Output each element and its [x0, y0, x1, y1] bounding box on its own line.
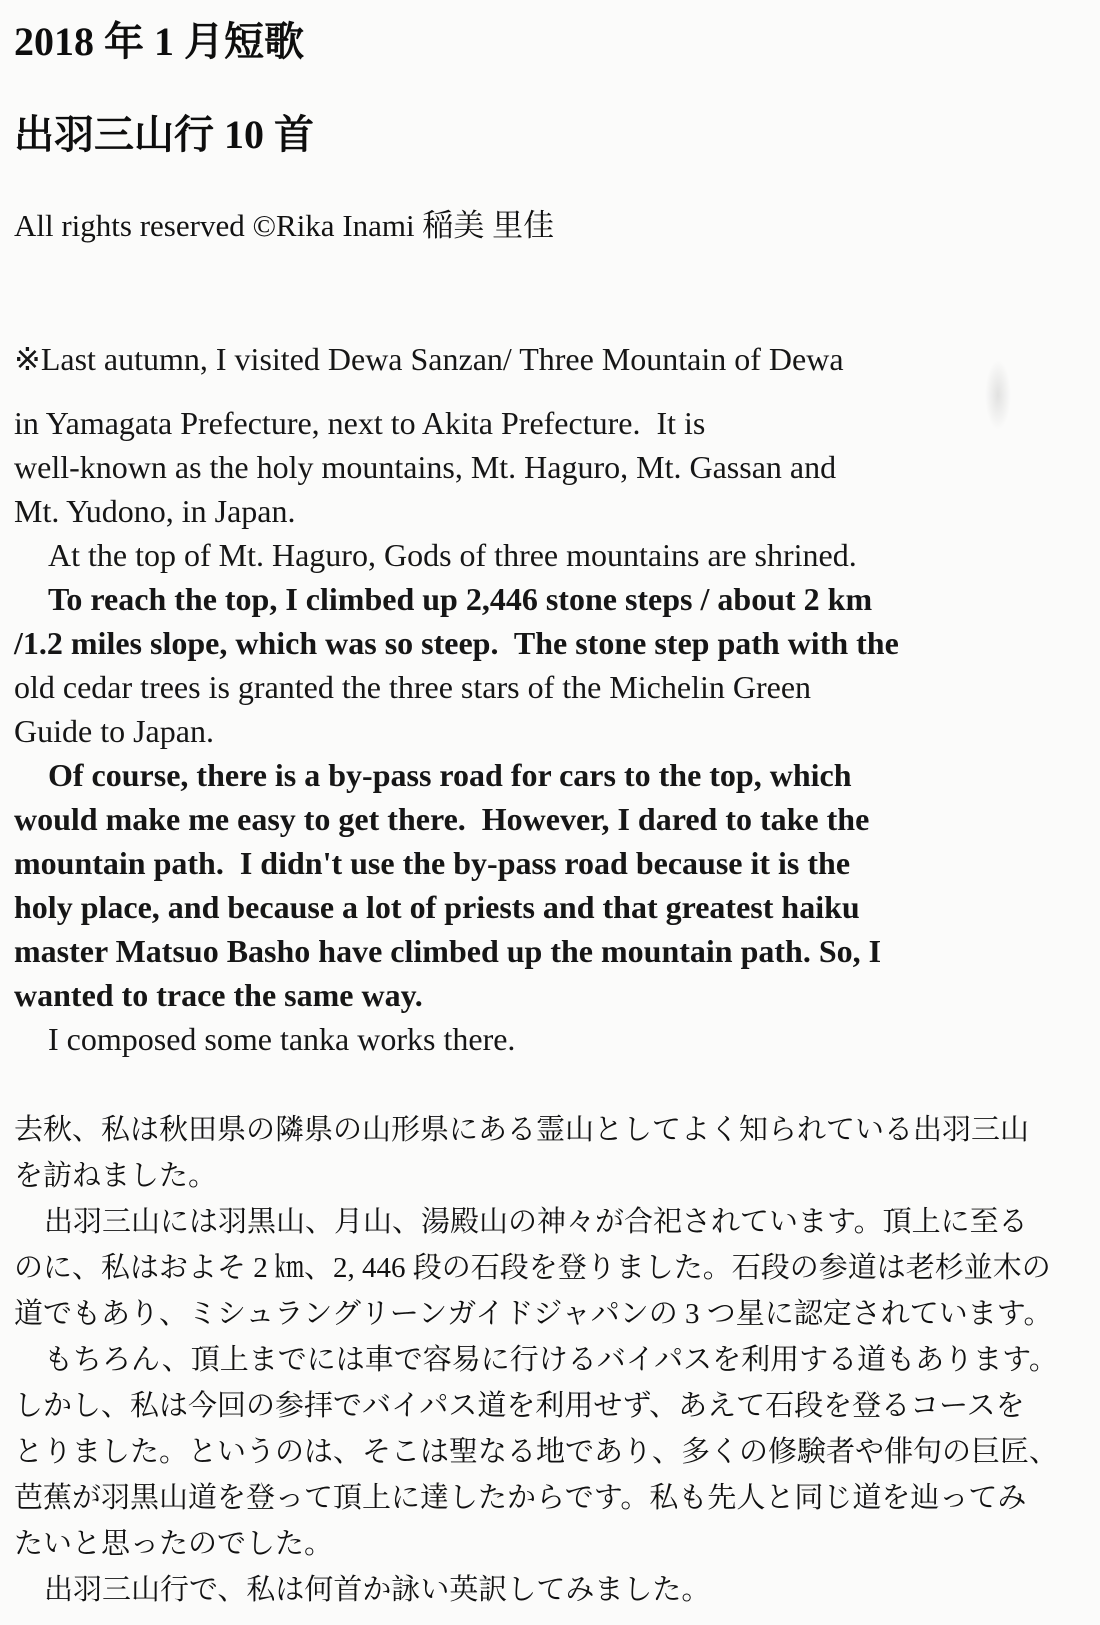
- text-line: old cedar trees is granted the three stars of the Michelin Green: [14, 669, 812, 705]
- copyright-line: All rights reserved ©Rika Inami 稲美 里佳: [14, 208, 555, 243]
- text-line: しかし、私は今回の参拝でバイパス道を利用せず、あえて石段を登るコースを: [14, 1390, 1025, 1422]
- japanese-intro: [14, 1107, 1078, 1613]
- text-line: I composed some tanka works there.: [48, 1021, 516, 1057]
- text-line: Mt. Yudono, in Japan.: [14, 493, 296, 529]
- text-line: 出羽三山には羽黒山、月山、湯殿山の神々が合祀されています。頂上に至る: [44, 1206, 1028, 1238]
- text-line: wanted to trace the same way.: [14, 977, 423, 1013]
- text-line: At the top of Mt. Haguro, Gods of three mountains are shrined.: [48, 537, 857, 573]
- text-line: もちろん、頂上までには車で容易に行けるバイパスを利用する道もあります。: [44, 1344, 1058, 1376]
- text-line: Of course, there is a by-pass road for cars to the top, which: [48, 757, 852, 793]
- text-line: を訪ねました。: [14, 1160, 218, 1192]
- page-title: 2018 年 1 月短歌: [14, 19, 304, 64]
- text-line: master Matsuo Basho have climbed up the mountain path. So, I: [14, 933, 882, 969]
- text-line: well-known as the holy mountains, Mt. Haguro, Mt. Gassan and: [14, 449, 837, 485]
- series-title: 出羽三山行 10 首: [14, 112, 314, 157]
- text-line: Guide to Japan.: [14, 713, 214, 749]
- text-line: would make me easy to get there. However, I dared to take the: [14, 801, 870, 837]
- text-line: たいと思ったのでした。: [14, 1528, 334, 1560]
- text-line: ※Last autumn, I visited Dewa Sanzan/ Three Mountain of Dewa: [14, 341, 844, 377]
- text-line: To reach the top, I climbed up 2,446 stone steps / about 2 km: [48, 581, 873, 617]
- text-line: /1.2 miles slope, which was so steep. The stone step path with the: [14, 625, 899, 661]
- english-intro: [14, 337, 1078, 1061]
- text-line: 道でもあり、ミシュラングリーンガイドジャパンの 3 つ星に認定されています。: [14, 1298, 1053, 1330]
- text-line: 去秋、私は秋田県の隣県の山形県にある霊山としてよく知られている出羽三山: [14, 1114, 1030, 1146]
- text-line: holy place, and because a lot of priests and that greatest haiku: [14, 889, 860, 925]
- text-line: とりました。というのは、そこは聖なる地であり、多くの修験者や俳句の巨匠、: [14, 1436, 1059, 1468]
- text-line: in Yamagata Prefecture, next to Akita Prefecture. It is: [14, 405, 706, 441]
- text-line: mountain path. I didn't use the by-pass road because it is the: [14, 845, 851, 881]
- text-line: のに、私はおよそ 2 ㎞、2, 446 段の石段を登りました。石段の参道は老杉並木の: [14, 1252, 1051, 1284]
- text-line: 芭蕉が羽黒山道を登って頂上に達したからです。私も先人と同じ道を辿ってみ: [14, 1482, 1027, 1514]
- text-line: 出羽三山行で、私は何首か詠い英訳してみました。: [44, 1574, 711, 1606]
